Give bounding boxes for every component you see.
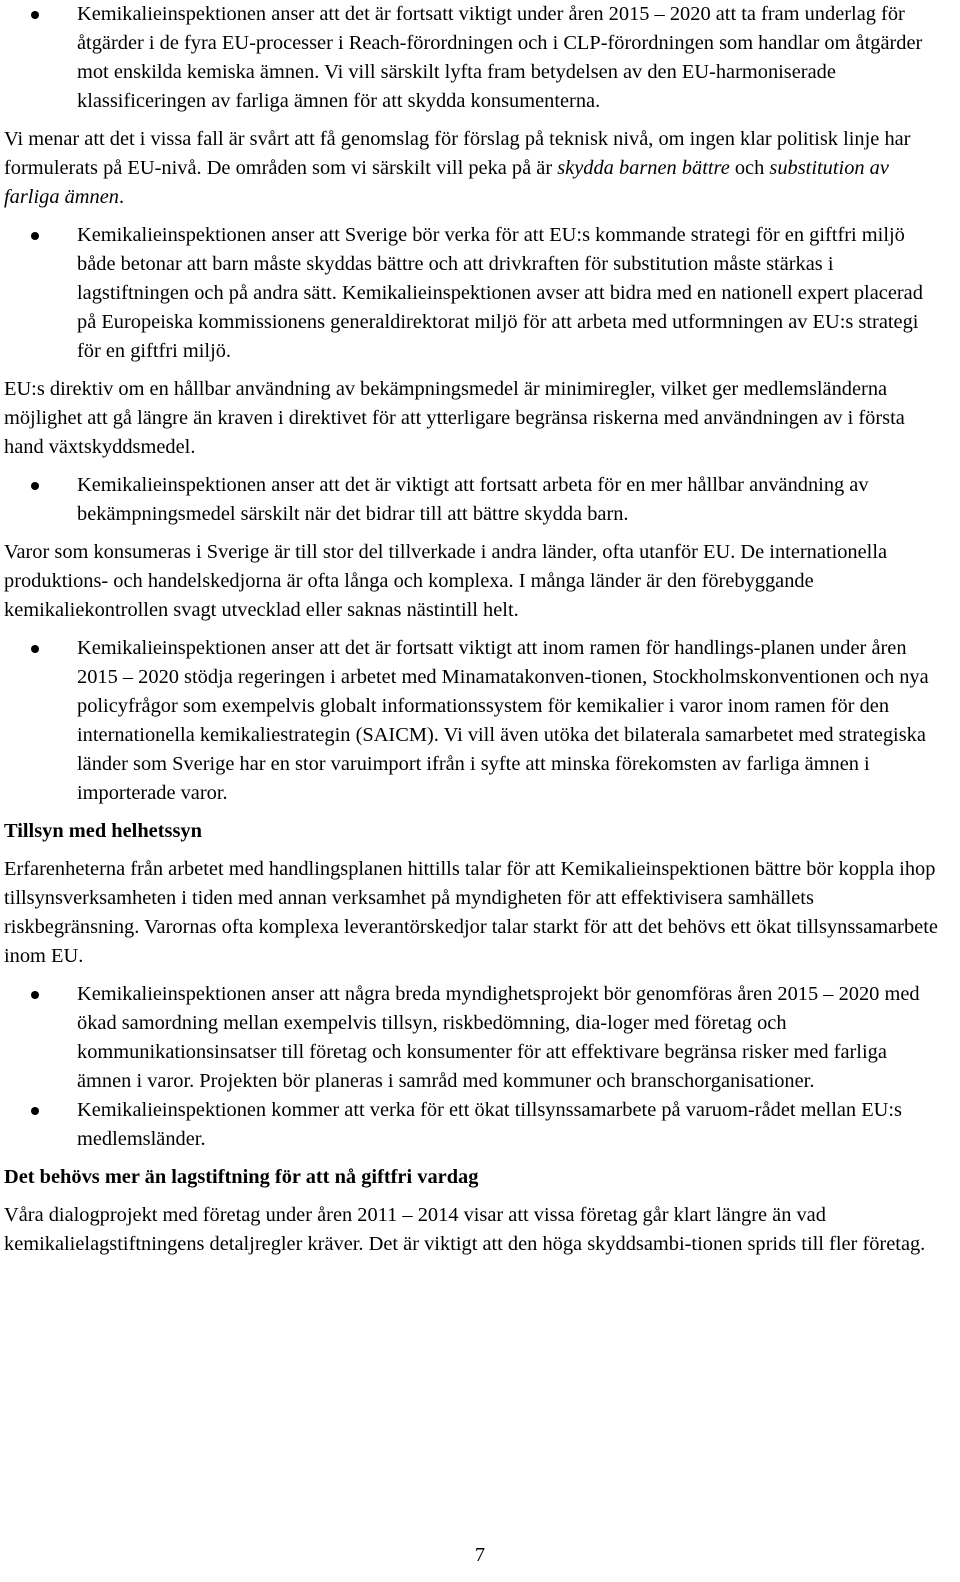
emphasis-text: skydda barnen bättre — [557, 157, 730, 179]
bullet-item — [4, 980, 938, 1096]
bullet-text: Kemikalieinspektionen anser att Sverige bör verka för att EU:s kommande strategi för en giftfri miljö både betonar att barn måste skyddas bättre och att drivkraften för substitution måste stärkas i lagstiftningen och på andra sätt. Kemikalieinspektionen avser att bidra med en nationell expert placerad på Europeiska kommissionens generaldirektorat miljö för att arbeta med utformningen av EU:s strategi för en giftfri miljö. — [77, 224, 923, 362]
bullet-dot-icon — [31, 991, 39, 999]
paragraph: Erfarenheterna från arbetet med handlingsplanen hittills talar för att Kemikalieinspektionen bättre bör koppla ihop tillsynsverksamheten i tiden med annan verksamhet på myndigheten för att effektivisera samhällets riskbegränsning. Varornas ofta komplexa leverantörskedjor talar starkt för att det behövs ett ökat tillsynssamarbete inom EU. — [4, 858, 938, 967]
page-number: 7 — [474, 1544, 486, 1566]
bullet-list-4 — [4, 634, 938, 808]
bullet-item — [4, 221, 938, 366]
bullet-text: Kemikalieinspektionen anser att det är fortsatt viktigt att inom ramen för handlings-planen under åren 2015 – 2020 stödja regeringen i arbetet med Minamatakonven-tionen, Stockholmskonventionen och nya policyfrågor som exempelvis globalt informationssystem för kemikalier i varor inom ramen för den internationella kemikaliestrategin (SAICM). Vi vill även utöka det bilaterala samarbetet med strategiska länder som Sverige har en stor varuimport ifrån i syfte att minska förekomsten av farliga ämnen i importerade varor. — [77, 637, 929, 804]
bullet-dot-icon — [31, 11, 39, 19]
bullet-dot-icon — [31, 1107, 39, 1115]
bullet-text: Kemikalieinspektionen anser att några breda myndighetsprojekt bör genomföras åren 2015 – 2020 med ökad samordning mellan exempelvis tillsyn, riskbedömning, dia-loger med företag och kommunikationsinsatser till företag och konsumenter för att effektivare begränsa risker med farliga ämnen i varor. Projekten bör planeras i samråd med kommuner och branschorganisationer. — [77, 983, 920, 1092]
bullet-text: Kemikalieinspektionen kommer att verka för ett ökat tillsynssamarbete på varuom-rådet mellan EU:s medlemsländer. — [77, 1099, 902, 1150]
paragraph — [4, 125, 938, 212]
paragraph: Våra dialogprojekt med företag under åren 2011 – 2014 visar att vissa företag går klart längre än vad kemikalielagstiftningens detaljregler kräver. Det är viktigt att den höga skyddsambi-tionen sprids till fler företag. — [4, 1204, 926, 1255]
bullet-list-1 — [4, 0, 938, 116]
section-heading: Det behövs mer än lagstiftning för att nå giftfri vardag — [4, 1166, 479, 1188]
bullet-item — [4, 634, 938, 808]
section-heading: Tillsyn med helhetssyn — [4, 820, 202, 842]
bullet-text: Kemikalieinspektionen anser att det är viktigt att fortsatt arbeta för en mer hållbar användning av bekämpningsmedel särskilt när det bidrar till att bättre skydda barn. — [77, 474, 869, 525]
paragraph: Varor som konsumeras i Sverige är till stor del tillverkade i andra länder, ofta utanför EU. De internationella produktions- och handelskedjorna är ofta långa och komplexa. I många länder är den förebyggande kemikaliekontrollen svagt utvecklad eller saknas nästintill helt. — [4, 541, 888, 621]
emphasis-text: substitution av farliga ämnen — [4, 157, 889, 208]
bullet-dot-icon — [31, 482, 39, 490]
paragraph-text: och — [729, 157, 770, 179]
paragraph-text: . — [118, 186, 125, 208]
bullet-item — [4, 1096, 938, 1154]
bullet-list-3 — [4, 471, 938, 529]
bullet-list-2 — [4, 221, 938, 366]
bullet-dot-icon — [31, 232, 39, 240]
bullet-item — [4, 471, 938, 529]
bullet-dot-icon — [31, 645, 39, 653]
paragraph: EU:s direktiv om en hållbar användning av bekämpningsmedel är minimiregler, vilket ger medlemsländerna möjlighet att gå längre än kraven i direktivet för att ytterligare begränsa riskerna med användningen av i första hand växtskyddsmedel. — [4, 378, 905, 458]
paragraph-text: Vi menar att det i vissa fall är svårt att få genomslag för förslag på teknisk nivå, om ingen klar politisk linje har formulerats på EU-nivå. De områden som vi särskilt vill peka på är — [4, 128, 911, 179]
bullet-list-5 — [4, 980, 938, 1154]
bullet-text: Kemikalieinspektionen anser att det är fortsatt viktigt under åren 2015 – 2020 att ta fram underlag för åtgärder i de fyra EU-processer i Reach-förordningen och i CLP-förordningen som handlar om åtgärder mot enskilda kemiska ämnen. Vi vill särskilt lyfta fram betydelsen av den EU-harmoniserade klassificeringen av farliga ämnen för att skydda konsumenterna. — [77, 3, 923, 112]
document-page — [4, 0, 938, 1268]
bullet-item — [4, 0, 938, 116]
